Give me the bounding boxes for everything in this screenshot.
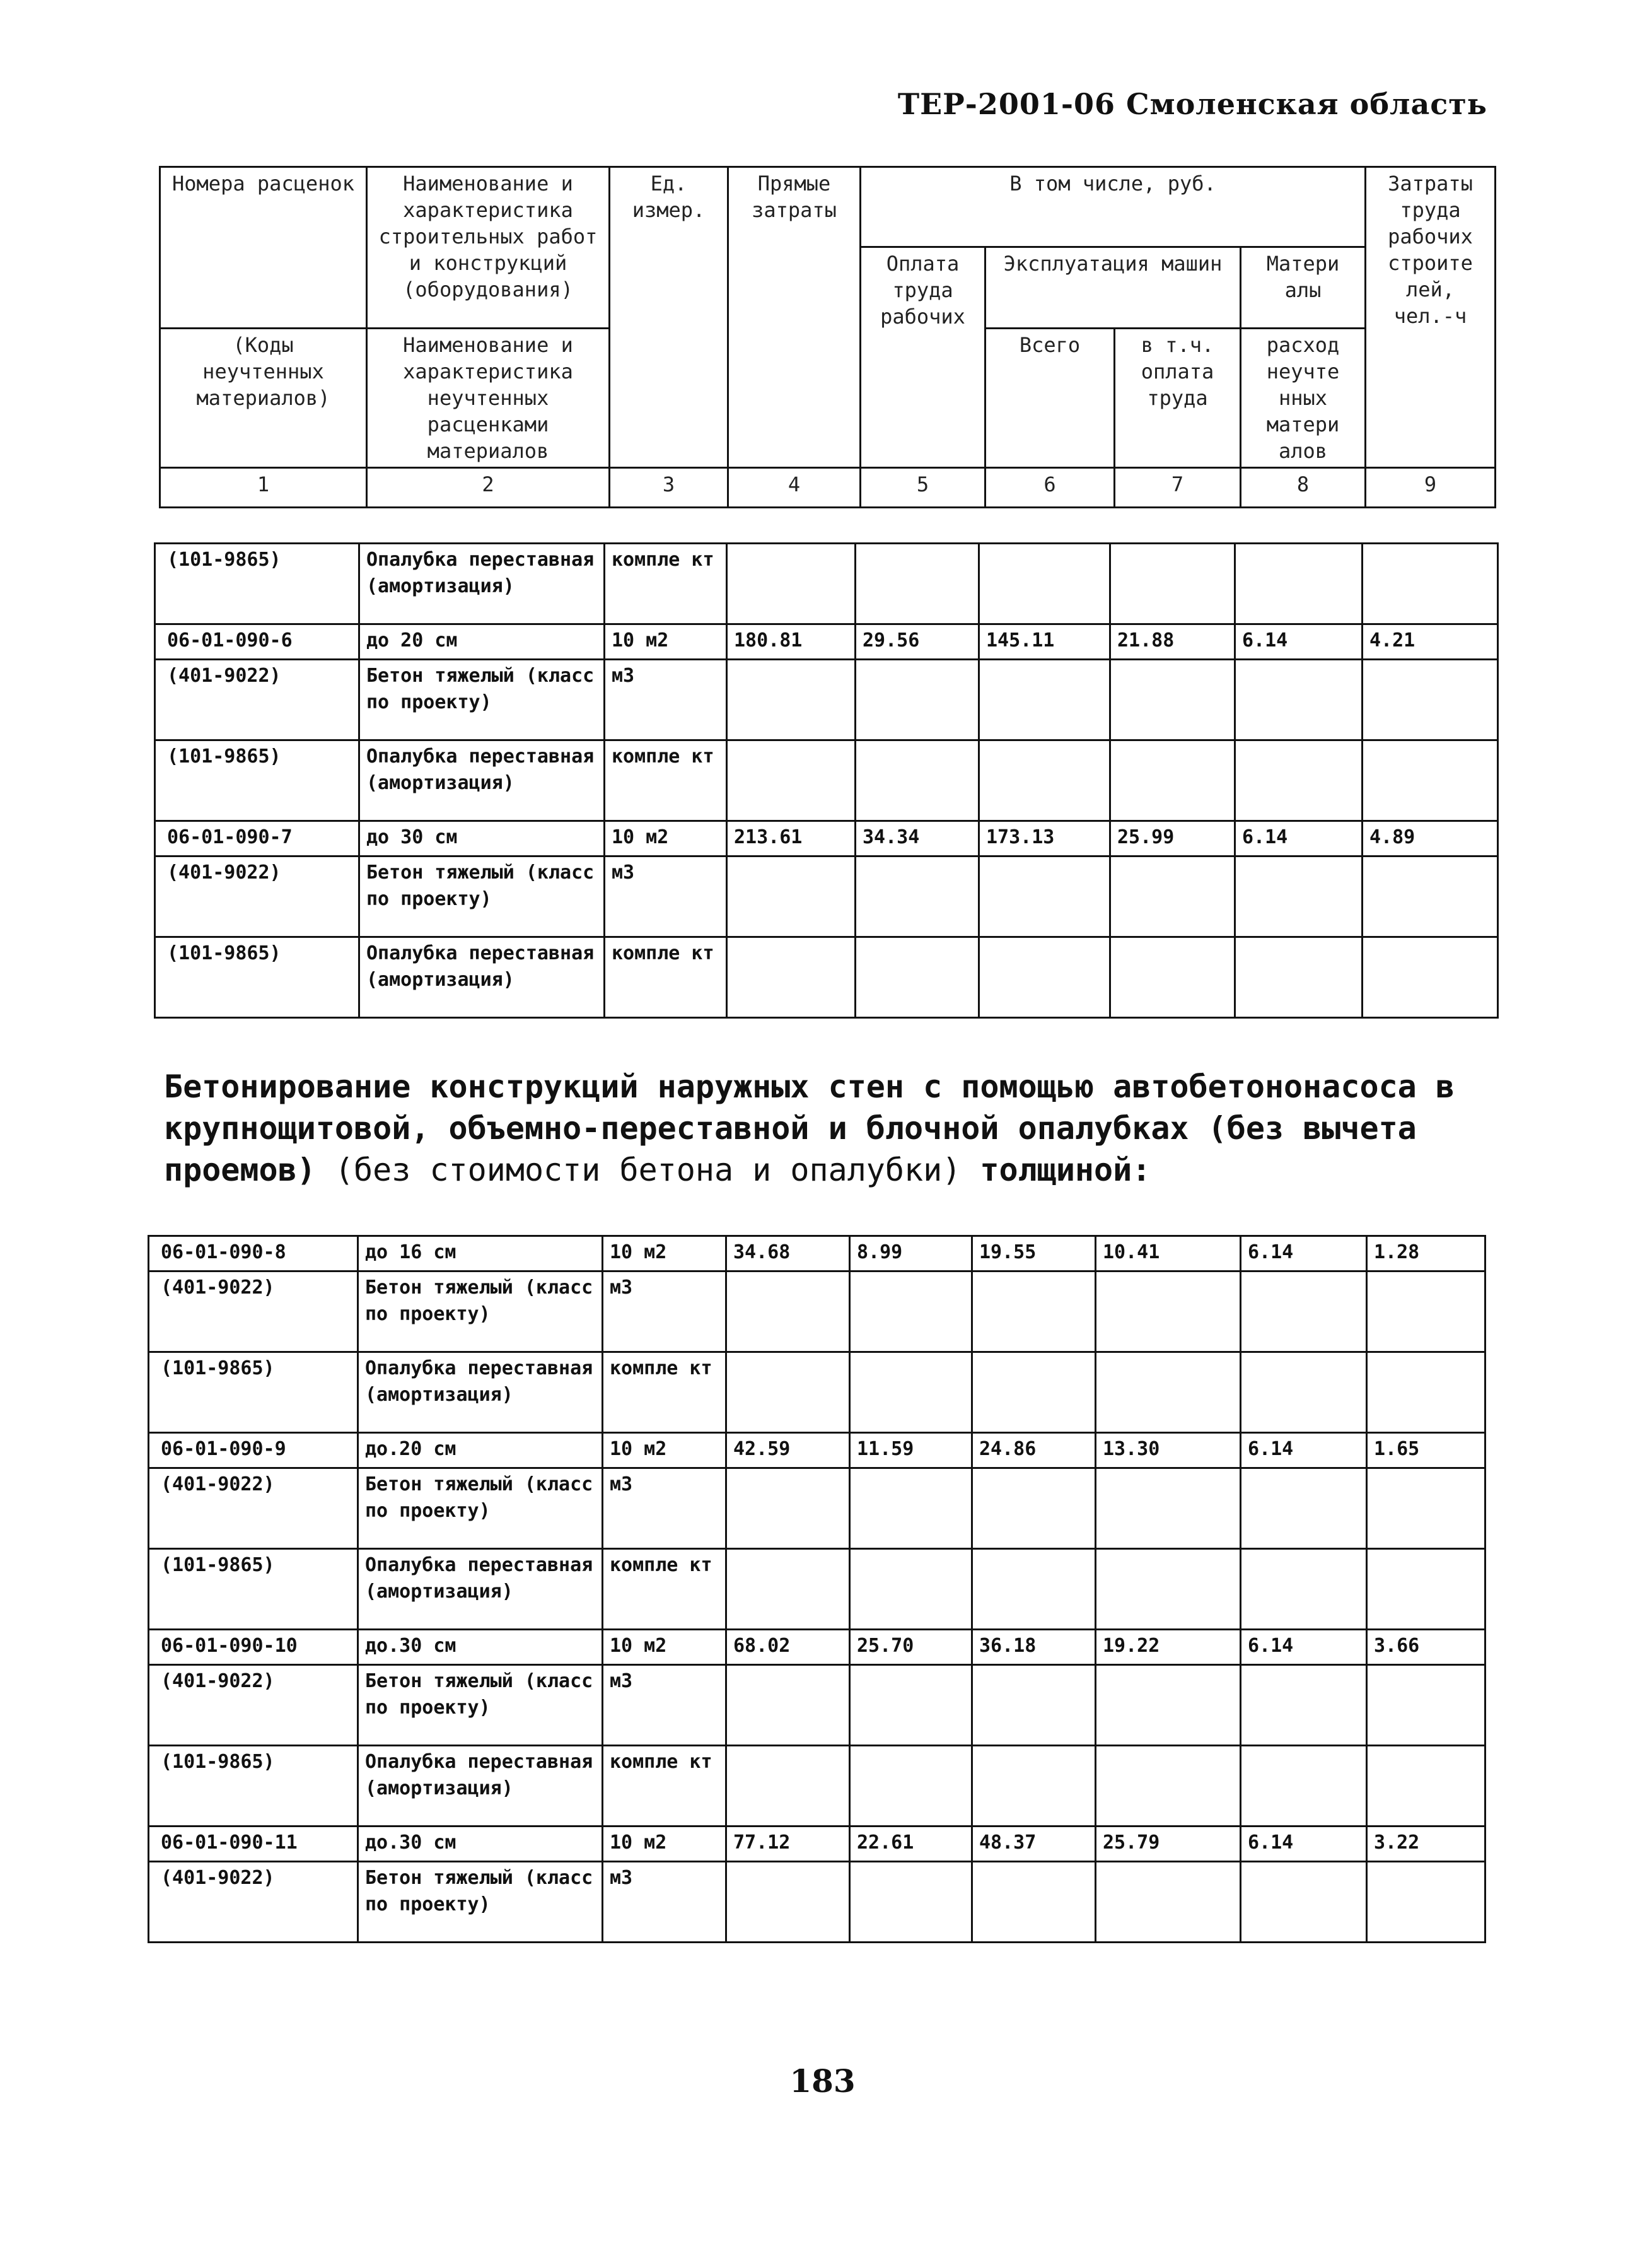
work-name: Бетон тяжелый (класс по проекту) [359,660,605,740]
direct-costs [727,544,856,624]
materials: 6.14 [1241,1630,1367,1665]
column-number: 5 [861,468,985,508]
labor-pay [850,1549,972,1630]
materials: 6.14 [1241,1827,1367,1862]
machine-labor-pay [1096,1665,1241,1746]
work-name: Опалубка переставная (амортизация) [358,1746,603,1827]
direct-costs [726,1271,850,1352]
direct-costs [726,1665,850,1746]
unit: м3 [605,856,727,937]
header-material-codes: (Коды неучтенных материалов) [160,329,367,468]
work-name: Опалубка переставная (амортизация) [359,544,605,624]
section-heading-end: толщиной: [980,1152,1151,1188]
machine-total: 24.86 [972,1433,1096,1468]
direct-costs [727,740,856,821]
rates-table-2 [148,1235,1486,1943]
table-row [155,740,1498,821]
unit: м3 [603,1271,726,1352]
rate-code: 06-01-090-9 [149,1433,358,1468]
table-row [155,821,1498,856]
header-work-name: Наименование и характеристика строительных работ и конструкций (оборудования) [367,167,610,329]
column-number: 9 [1366,468,1496,508]
direct-costs [726,1468,850,1549]
work-name: до 30 см [359,821,605,856]
materials: 6.14 [1235,624,1363,660]
machine-total [972,1665,1096,1746]
labor-cost [1363,544,1498,624]
machine-labor-pay [1096,1271,1241,1352]
materials [1241,1271,1367,1352]
unit: м3 [603,1862,726,1943]
labor-cost [1367,1746,1485,1827]
labor-pay [856,660,979,740]
header-including: В том числе, руб. [861,167,1366,247]
rate-code: (401-9022) [155,856,359,937]
labor-cost: 3.66 [1367,1630,1485,1665]
direct-costs: 180.81 [727,624,856,660]
machine-total [979,856,1110,937]
table-row [155,856,1498,937]
table-row [149,1549,1485,1630]
table-row [149,1433,1485,1468]
table-row [155,660,1498,740]
machine-total [972,1352,1096,1433]
direct-costs [726,1746,850,1827]
materials [1235,740,1363,821]
work-name: до 20 см [359,624,605,660]
machine-total [979,660,1110,740]
direct-costs: 42.59 [726,1433,850,1468]
machine-total [972,1468,1096,1549]
rates-table-1 [154,542,1499,1019]
labor-cost [1363,660,1498,740]
unit: компле кт [603,1352,726,1433]
machine-total [979,544,1110,624]
table-row [149,1862,1485,1943]
direct-costs [727,660,856,740]
rate-code: (401-9022) [155,660,359,740]
section-heading-note: (без стоимости бетона и опалубки) [315,1152,980,1188]
labor-cost: 4.89 [1363,821,1498,856]
machine-total [972,1549,1096,1630]
materials [1241,1862,1367,1943]
materials [1235,856,1363,937]
machine-total: 173.13 [979,821,1110,856]
rate-code: 06-01-090-7 [155,821,359,856]
labor-cost [1367,1271,1485,1352]
table-row [149,1236,1485,1271]
materials [1241,1549,1367,1630]
table-row [149,1352,1485,1433]
rate-code: 06-01-090-11 [149,1827,358,1862]
materials [1241,1746,1367,1827]
direct-costs [726,1352,850,1433]
labor-pay: 22.61 [850,1827,972,1862]
table-row [149,1827,1485,1862]
labor-cost [1367,1352,1485,1433]
table-row [149,1665,1485,1746]
materials [1235,544,1363,624]
direct-costs: 34.68 [726,1236,850,1271]
rate-code: (101-9865) [149,1549,358,1630]
unit: компле кт [605,544,727,624]
unit: 10 м2 [603,1827,726,1862]
rate-code: 06-01-090-6 [155,624,359,660]
machine-labor-pay [1110,544,1235,624]
materials [1241,1352,1367,1433]
table-row [155,937,1498,1018]
unit: 10 м2 [605,624,727,660]
direct-costs [727,856,856,937]
unit: компле кт [605,740,727,821]
work-name: Бетон тяжелый (класс по проекту) [358,1468,603,1549]
labor-pay [850,1352,972,1433]
labor-cost: 4.21 [1363,624,1498,660]
unit: компле кт [605,937,727,1018]
labor-pay [850,1746,972,1827]
header-labor-pay: Оплата труда рабочих [861,247,985,468]
table-row [155,624,1498,660]
direct-costs [726,1549,850,1630]
header-materials: Матери алы [1241,247,1366,329]
unit: 10 м2 [605,821,727,856]
header-machine-total: Всего [985,329,1115,468]
column-number: 3 [610,468,728,508]
header-material-names: Наименование и характеристика неучтенных расценками материалов [367,329,610,468]
labor-pay [850,1271,972,1352]
unit: м3 [605,660,727,740]
machine-total [972,1271,1096,1352]
labor-pay: 34.34 [856,821,979,856]
unit: м3 [603,1468,726,1549]
labor-pay: 11.59 [850,1433,972,1468]
header-machine-labor-pay: в т.ч. оплата труда [1115,329,1241,468]
rate-code: (101-9865) [155,740,359,821]
column-number: 4 [728,468,861,508]
machine-labor-pay [1110,937,1235,1018]
labor-cost: 3.22 [1367,1827,1485,1862]
header-unit: Ед. измер. [610,167,728,468]
machine-total: 36.18 [972,1630,1096,1665]
unit: 10 м2 [603,1630,726,1665]
section-heading-main: Бетонирование конструкций наружных стен с помощью автобетононасоса в крупнощитовой, объемно-переставной и блочной опалубках (без вычета проемов) [164,1068,1455,1188]
rate-code: (401-9022) [149,1665,358,1746]
materials: 6.14 [1241,1236,1367,1271]
materials [1241,1665,1367,1746]
machine-total [979,740,1110,821]
labor-cost [1363,937,1498,1018]
work-name: Опалубка переставная (амортизация) [358,1549,603,1630]
machine-labor-pay [1110,740,1235,821]
header-material-consumption: расход неучте нных матери алов [1241,329,1366,468]
machine-labor-pay: 19.22 [1096,1630,1241,1665]
labor-cost [1367,1665,1485,1746]
table-row [149,1271,1485,1352]
labor-cost [1363,740,1498,821]
labor-cost [1367,1468,1485,1549]
labor-pay [850,1862,972,1943]
direct-costs [727,937,856,1018]
rate-code: (401-9022) [149,1468,358,1549]
machine-labor-pay [1096,1862,1241,1943]
column-number: 7 [1115,468,1241,508]
labor-cost [1363,856,1498,937]
materials [1235,937,1363,1018]
rate-code: (401-9022) [149,1862,358,1943]
machine-labor-pay [1096,1549,1241,1630]
materials [1241,1468,1367,1549]
machine-total: 48.37 [972,1827,1096,1862]
unit: 10 м2 [603,1236,726,1271]
work-name: Бетон тяжелый (класс по проекту) [358,1271,603,1352]
labor-pay [850,1665,972,1746]
table-row [149,1468,1485,1549]
labor-pay [856,740,979,821]
labor-cost [1367,1549,1485,1630]
machine-labor-pay: 10.41 [1096,1236,1241,1271]
unit: 10 м2 [603,1433,726,1468]
materials [1235,660,1363,740]
rate-code: 06-01-090-10 [149,1630,358,1665]
column-number: 1 [160,468,367,508]
machine-total [972,1862,1096,1943]
rate-code: (101-9865) [155,937,359,1018]
column-number-row [160,468,1496,508]
machine-labor-pay: 25.99 [1110,821,1235,856]
materials: 6.14 [1235,821,1363,856]
header-rate-numbers: Номера расценок [160,167,367,329]
labor-pay [856,544,979,624]
machine-labor-pay [1096,1746,1241,1827]
unit: компле кт [603,1549,726,1630]
labor-cost: 1.28 [1367,1236,1485,1271]
section-heading [164,1066,1520,1191]
labor-pay [856,856,979,937]
unit: компле кт [603,1746,726,1827]
machine-labor-pay [1110,660,1235,740]
table-row [155,544,1498,624]
work-name: Опалубка переставная (амортизация) [358,1352,603,1433]
work-name: Бетон тяжелый (класс по проекту) [358,1862,603,1943]
work-name: Опалубка переставная (амортизация) [359,740,605,821]
header-labor-cost: Затраты труда рабочих строите лей, чел.-ч [1366,167,1496,468]
work-name: Бетон тяжелый (класс по проекту) [359,856,605,937]
machine-labor-pay [1110,856,1235,937]
document-title: ТЕР-2001-06 Смоленская область [897,87,1487,121]
unit: м3 [603,1665,726,1746]
machine-labor-pay: 21.88 [1110,624,1235,660]
machine-total [972,1746,1096,1827]
header-table [159,166,1496,508]
machine-labor-pay: 25.79 [1096,1827,1241,1862]
column-number: 8 [1241,468,1366,508]
machine-labor-pay [1096,1468,1241,1549]
labor-pay: 25.70 [850,1630,972,1665]
machine-total: 19.55 [972,1236,1096,1271]
header-machine-operation: Эксплуатация машин [985,247,1241,329]
labor-pay [850,1468,972,1549]
materials: 6.14 [1241,1433,1367,1468]
work-name: Опалубка переставная (амортизация) [359,937,605,1018]
page-number: 183 [789,2062,856,2100]
machine-total [979,937,1110,1018]
work-name: до 16 см [358,1236,603,1271]
direct-costs: 77.12 [726,1827,850,1862]
work-name: Бетон тяжелый (класс по проекту) [358,1665,603,1746]
direct-costs [726,1862,850,1943]
machine-total: 145.11 [979,624,1110,660]
labor-cost: 1.65 [1367,1433,1485,1468]
direct-costs: 68.02 [726,1630,850,1665]
labor-cost [1367,1862,1485,1943]
column-number: 2 [367,468,610,508]
labor-pay: 8.99 [850,1236,972,1271]
rate-code: 06-01-090-8 [149,1236,358,1271]
rate-code: (101-9865) [149,1352,358,1433]
machine-labor-pay [1096,1352,1241,1433]
machine-labor-pay: 13.30 [1096,1433,1241,1468]
work-name: до.30 см [358,1827,603,1862]
labor-pay [856,937,979,1018]
header-direct-costs: Прямые затраты [728,167,861,468]
direct-costs: 213.61 [727,821,856,856]
labor-pay: 29.56 [856,624,979,660]
table-row [149,1746,1485,1827]
table-row [149,1630,1485,1665]
rate-code: (401-9022) [149,1271,358,1352]
work-name: до.30 см [358,1630,603,1665]
column-number: 6 [985,468,1115,508]
rate-code: (101-9865) [155,544,359,624]
work-name: до.20 см [358,1433,603,1468]
rate-code: (101-9865) [149,1746,358,1827]
